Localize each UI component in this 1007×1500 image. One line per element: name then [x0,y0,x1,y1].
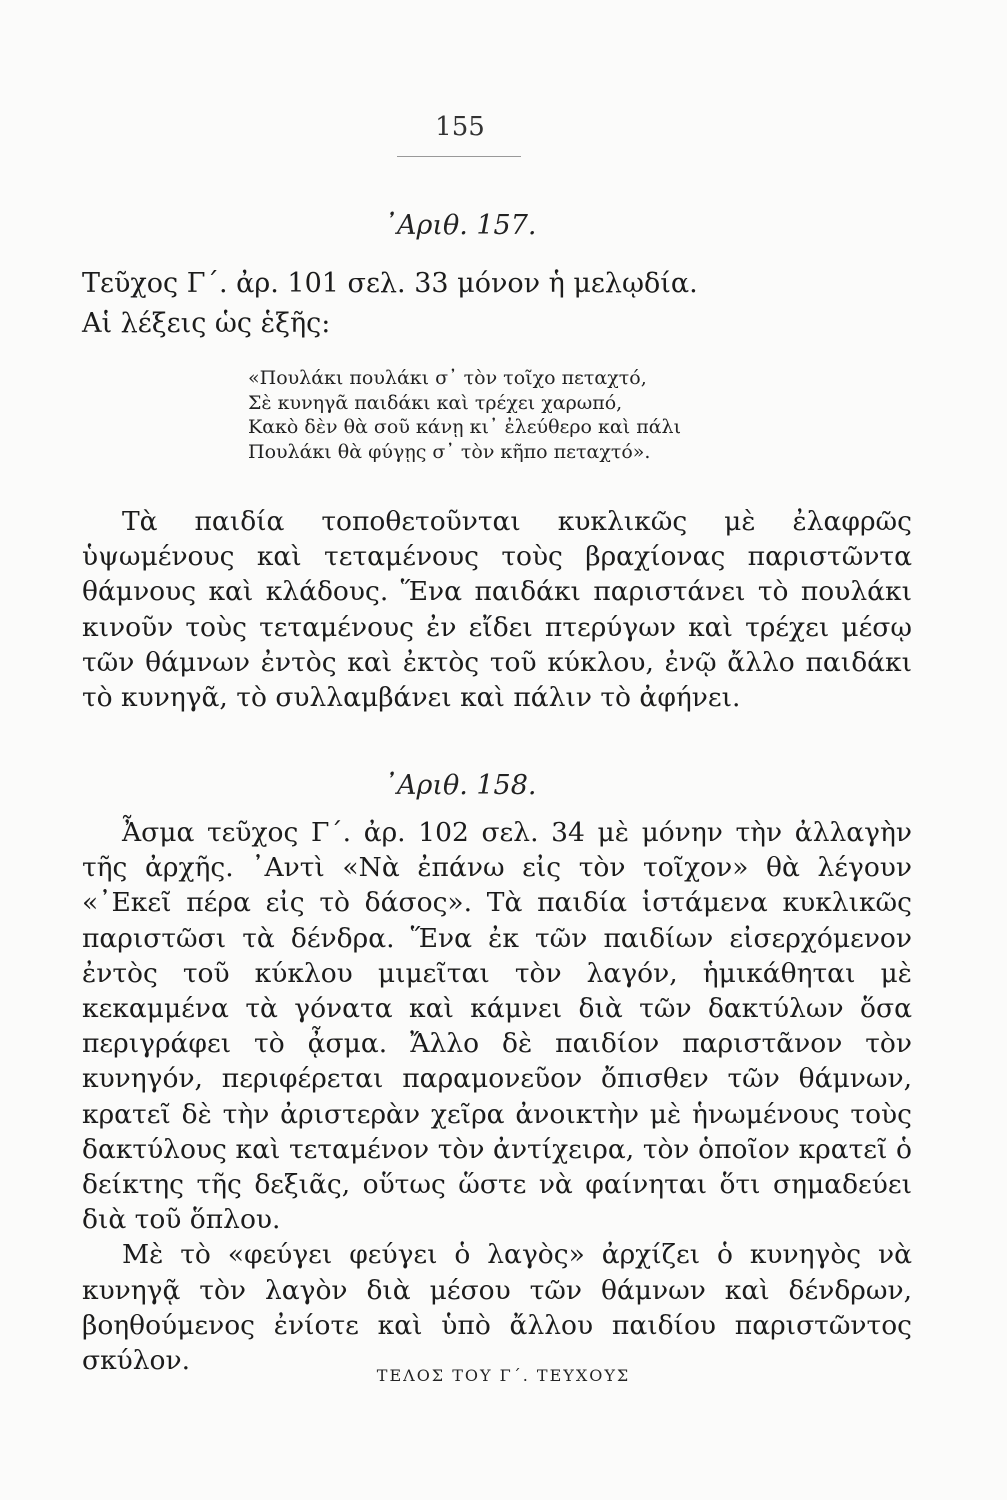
section-157-lyrics-intro: Αἱ λέξεις ὡς ἑξῆς: [82,308,331,339]
poem-line: Κακὸ δὲν θὰ σοῦ κάνῃ κι᾿ ἐλεύθερο καὶ πάλι [248,416,682,439]
poem-line: Σὲ κυνηγᾶ παιδάκι καὶ τρέχει χαρωπό, [248,391,623,414]
section-158-paragraph-1: Ἆσμα τεῦχος Γ΄. ἀρ. 102 σελ. 34 μὲ μόνην τὴν ἀλλαγὴν τῆς ἀρχῆς. ᾿Αντὶ «Νὰ ἐπάνω εἰς τὸν τοῖχον» θὰ λέγουν «᾿Εκεῖ πέρα εἰς τὸ δάσος». Τὰ παιδία ἱστάμενα κυκλικῶς παριστῶσι τὰ δένδρα. Ἕνα ἐκ τῶν παιδίων εἰσερχόμενον ἐντὸς τοῦ κύκλου μιμεῖται τὸν λαγόν, ἡμικάθηται μὲ κεκαμμένα τὰ γόνατα καὶ κάμνει διὰ τῶν δακτύλων ὅσα περιγράφει τὸ ᾆσμα. Ἄλλο δὲ παιδίον παριστᾶνον τὸν κυνηγόν, περιφέρεται παραμονεῦον ὄπισθεν τῶν θάμνων, κρατεῖ δὲ τὴν ἀριστερὰν χεῖρα ἀνοικτὴν μὲ ἡνωμένους τοὺς δακτύλους καὶ τεταμένον τὸν ἀντίχειρα, τὸν ὁποῖον κρατεῖ ὁ δείκτης τῆς δεξιᾶς, οὕτως ὥστε νὰ φαίνηται ὅτι σημαδεύει διὰ τοῦ ὅπλου. [82,817,912,1236]
section-157-heading: ᾿Αριθ. 157. [383,210,537,241]
header-rule [397,156,521,157]
section-158-heading: ᾿Αριθ. 158. [383,770,537,801]
poem-line: «Πουλάκι πουλάκι σ᾿ τὸν τοῖχο πεταχτό, [248,367,647,389]
section-157-paragraph: Τὰ παιδία τοποθετοῦνται κυκλικῶς μὲ ἐλαφρῶς ὑψωμένους καὶ τεταμένους τοὺς βραχίονας παριστῶντα θάμνους καὶ κλάδους. Ἕνα παιδάκι παριστάνει τὸ πουλάκι κινοῦν τοὺς τεταμένους ἐν εἴδει πτερύγων καὶ τρέχει μέσῳ τῶν θάμνων ἐντὸς καὶ ἐκτὸς τοῦ κύκλου, ἐνῷ ἄλλο παιδάκι τὸ κυνηγᾶ, τὸ συλλαμβάνει καὶ πάλιν τὸ ἀφήνει. [82,506,912,714]
section-157-body [82,504,912,715]
poem-line: Πουλάκι θὰ φύγῃς σ᾿ τὸν κῆπο πεταχτό». [248,441,651,464]
section-158-paragraph-2: Μὲ τὸ «φεύγει φεύγει ὁ λαγὸς» ἀρχίζει ὁ κυνηγὸς νὰ κυνηγᾷ τὸν λαγὸν διὰ μέσου τῶν θάμνων καὶ δένδρων, βοηθούμενος ἐνίοτε καὶ ὑπὸ ἄλλου παιδίου παριστῶντος σκύλον. [82,1239,912,1377]
section-158-body [82,815,912,1378]
poem-block [248,366,681,465]
end-of-volume-note: ΤΕΛΟΣ ΤΟΥ Γ΄. ΤΕΥΧΟΥΣ [376,1366,631,1385]
section-157-source-line: Τεῦχος Γ΄. ἀρ. 101 σελ. 33 μόνον ἡ μελῳδία. [82,268,698,299]
page-number: 155 [435,112,485,142]
